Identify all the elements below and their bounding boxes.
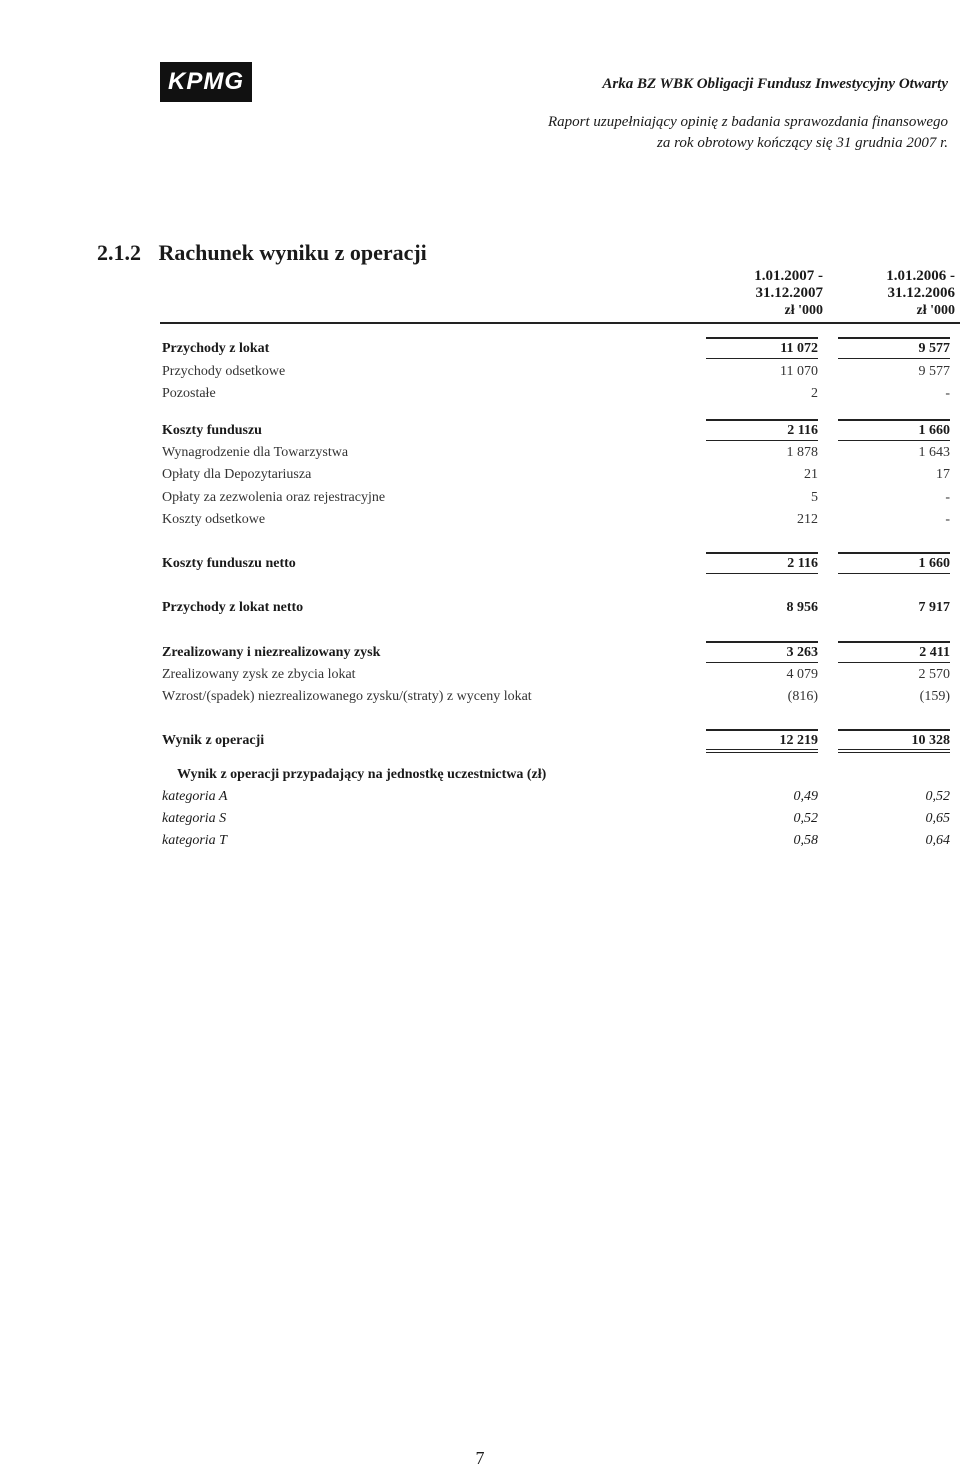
table-row bbox=[0, 767, 960, 787]
value-2006: 7 917 bbox=[918, 600, 950, 615]
row-label: kategoria A bbox=[162, 789, 228, 804]
row-label: Zrealizowany i niezrealizowany zysk bbox=[162, 645, 381, 660]
value-2006: 17 bbox=[936, 467, 950, 482]
row-label: Przychody z lokat bbox=[162, 341, 270, 356]
report-title-line2: za rok obrotowy kończący się 31 grudnia 2007 r. bbox=[657, 135, 948, 151]
value-2007: 3 263 bbox=[708, 645, 818, 661]
row-label: Zrealizowany zysk ze zbycia lokat bbox=[162, 667, 356, 682]
value-2006: 0,65 bbox=[925, 811, 950, 826]
table-row bbox=[0, 512, 960, 532]
value-2006: 2 411 bbox=[840, 645, 950, 661]
table-row bbox=[0, 364, 960, 384]
column-unit: zł '000 bbox=[916, 303, 955, 318]
table-row bbox=[0, 789, 960, 809]
section-heading bbox=[97, 240, 427, 266]
row-label: kategoria T bbox=[162, 833, 227, 848]
row-label: kategoria S bbox=[162, 811, 227, 826]
value-2006: 1 660 bbox=[840, 423, 950, 439]
column-header-2006 bbox=[835, 268, 955, 319]
value-2007: 2 bbox=[811, 386, 818, 401]
section-title: Rachunek wyniku z operacji bbox=[158, 240, 427, 265]
row-label: Wynik z operacji przypadający na jednostkę uczestnictwa (zł) bbox=[177, 767, 547, 782]
table-row bbox=[0, 600, 960, 620]
value-2007: 0,52 bbox=[793, 811, 818, 826]
table-row bbox=[0, 667, 960, 687]
section-number: 2.1.2 bbox=[97, 240, 141, 265]
value-2006: 0,64 bbox=[925, 833, 950, 848]
kpmg-logo: KPMG bbox=[160, 62, 252, 102]
value-2007: 11 070 bbox=[780, 364, 818, 379]
table-row bbox=[0, 341, 960, 361]
row-label: Koszty odsetkowe bbox=[162, 512, 266, 527]
table-row bbox=[0, 811, 960, 831]
value-2006: - bbox=[945, 512, 950, 527]
value-2006: 9 577 bbox=[840, 341, 950, 357]
column-period-end: 31.12.2007 bbox=[755, 285, 823, 301]
value-2006: 0,52 bbox=[925, 789, 950, 804]
table-row bbox=[0, 645, 960, 665]
value-2007: 212 bbox=[797, 512, 818, 527]
value-2007: 8 956 bbox=[786, 600, 818, 615]
row-label: Wynik z operacji bbox=[162, 733, 265, 748]
value-2006: (159) bbox=[919, 689, 950, 704]
value-2007: 0,58 bbox=[793, 833, 818, 848]
value-2007: 4 079 bbox=[786, 667, 818, 682]
column-header-2007 bbox=[703, 268, 823, 319]
value-2006: 9 577 bbox=[918, 364, 950, 379]
value-2007: 5 bbox=[811, 490, 818, 505]
table-row bbox=[0, 386, 960, 406]
row-label: Wynagrodzenie dla Towarzystwa bbox=[162, 445, 349, 460]
fund-name: Arka BZ WBK Obligacji Fundusz Inwestycyjny Otwarty bbox=[602, 76, 948, 92]
row-label: Opłaty dla Depozytariusza bbox=[162, 467, 312, 482]
table-row bbox=[0, 423, 960, 443]
value-2006: - bbox=[945, 386, 950, 401]
value-2007: 0,49 bbox=[793, 789, 818, 804]
row-label: Wzrost/(spadek) niezrealizowanego zysku/(straty) z wyceny lokat bbox=[162, 689, 532, 704]
value-2006: 1 660 bbox=[840, 556, 950, 572]
row-label: Przychody odsetkowe bbox=[162, 364, 286, 379]
table-row bbox=[0, 445, 960, 465]
value-2007: (816) bbox=[787, 689, 818, 704]
column-period-start: 1.01.2006 - bbox=[886, 268, 955, 284]
value-2006: 10 328 bbox=[840, 733, 950, 749]
value-2007: 21 bbox=[804, 467, 818, 482]
row-label: Pozostałe bbox=[162, 386, 216, 401]
page-number: 7 bbox=[475, 1448, 485, 1468]
value-2006: 1 643 bbox=[918, 445, 950, 460]
value-2006: 2 570 bbox=[918, 667, 950, 682]
table-row bbox=[0, 556, 960, 576]
column-unit: zł '000 bbox=[784, 303, 823, 318]
table-row bbox=[0, 689, 960, 709]
column-period-end: 31.12.2006 bbox=[887, 285, 955, 301]
table-row bbox=[0, 733, 960, 753]
row-label: Opłaty za zezwolenia oraz rejestracyjne bbox=[162, 490, 386, 505]
table-row bbox=[0, 467, 960, 487]
value-2007: 11 072 bbox=[708, 341, 818, 357]
value-2007: 2 116 bbox=[708, 556, 818, 572]
row-label: Koszty funduszu bbox=[162, 423, 262, 438]
column-period-start: 1.01.2007 - bbox=[754, 268, 823, 284]
report-title-line1: Raport uzupełniający opinię z badania sprawozdania finansowego bbox=[548, 114, 948, 130]
value-2007: 1 878 bbox=[786, 445, 818, 460]
value-2007: 2 116 bbox=[708, 423, 818, 439]
row-label: Przychody z lokat netto bbox=[162, 600, 304, 615]
header-rule bbox=[160, 322, 960, 324]
table-row bbox=[0, 490, 960, 510]
table-row bbox=[0, 833, 960, 853]
row-label: Koszty funduszu netto bbox=[162, 556, 296, 571]
value-2006: - bbox=[945, 490, 950, 505]
value-2007: 12 219 bbox=[708, 733, 818, 749]
